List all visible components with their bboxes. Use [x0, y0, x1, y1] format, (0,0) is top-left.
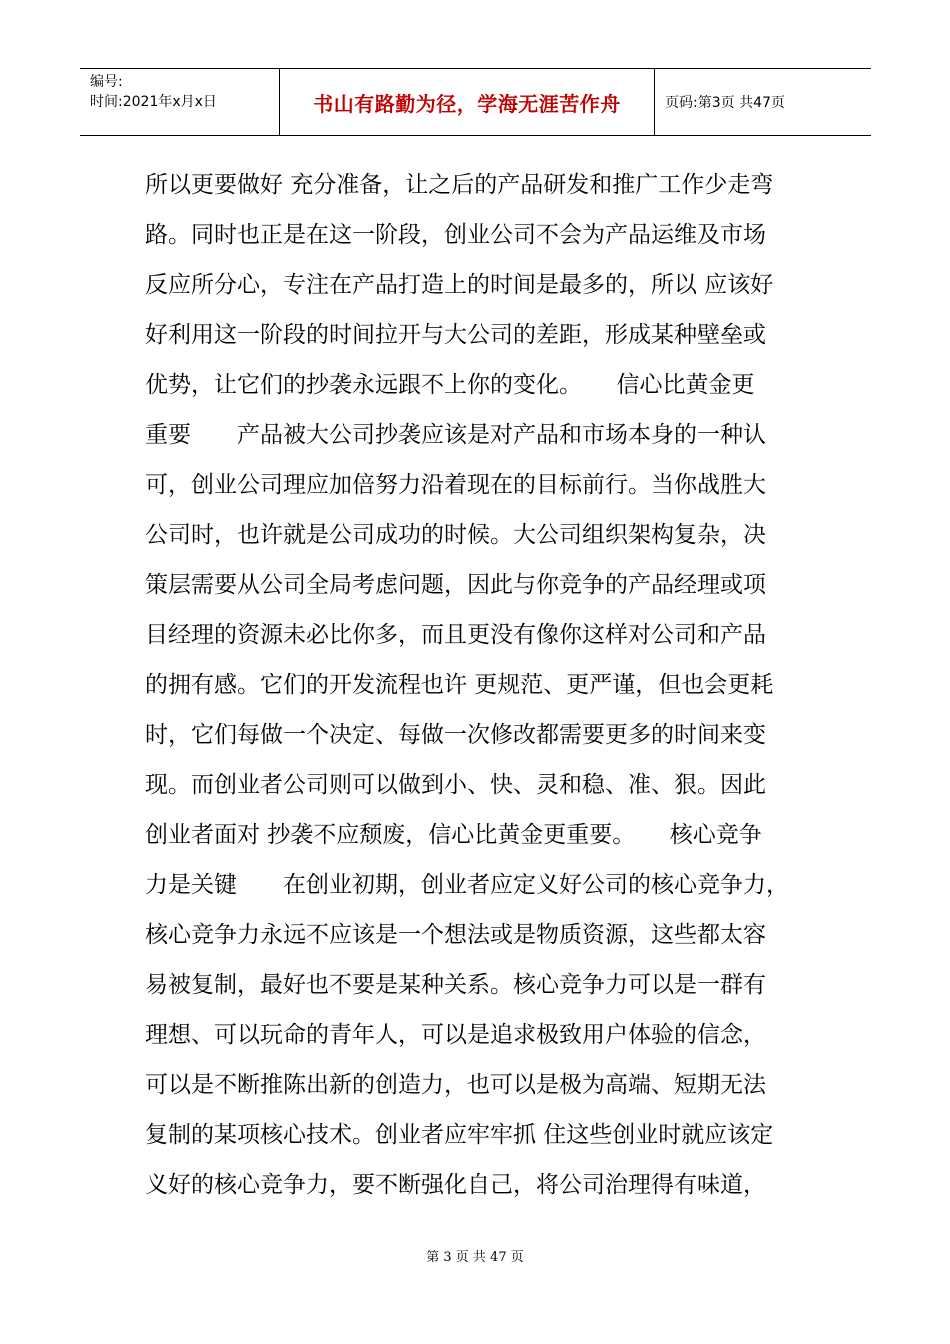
body-text [145, 160, 810, 1210]
header-page-cell [655, 69, 871, 135]
motto-text: 书山有路勤为径，学海无涯苦作舟 [313, 91, 621, 116]
text-line: 公司时，也许就是公司成功的时候。大公司组织架构复杂，决 [145, 522, 766, 548]
text-line: 理想、可以玩命的青年人，可以是追求极致用户体验的信念， [145, 1022, 766, 1048]
text-line: 可，创业公司理应加倍努力沿着现在的目标前行。当你战胜大 [145, 472, 766, 498]
text-line: 策层需要从公司全局考虑问题，因此与你竞争的产品经理或项 [145, 572, 766, 598]
text-line: 目经理的资源未必比你多，而且更没有像你这样对公司和产品 [145, 622, 766, 648]
date-label: 时间:2021年x月x日 [90, 94, 217, 110]
text-line: 好利用这一阶段的时间拉开与大公司的差距，形成某种壁垒或 [145, 322, 766, 348]
text-line: 时，它们每做一个决定、每做一次修改都需要更多的时间来变 [145, 722, 766, 748]
text-line: 优势，让它们的抄袭永远跟不上你的变化。 信心比黄金更 [145, 372, 755, 398]
header-motto-cell [280, 69, 655, 135]
page-header [80, 68, 871, 136]
text-line: 重要 产品被大公司抄袭应该是对产品和市场本身的一种认 [145, 422, 766, 448]
footer-page-number: 第 3 页 共 47 页 [426, 1250, 524, 1265]
text-line: 义好的核心竞争力，要不断强化自己，将公司治理得有味道， [145, 1172, 766, 1198]
page-footer [0, 1246, 950, 1265]
text-line: 力是关键 在创业初期，创业者应定义好公司的核心竞争力， [145, 872, 789, 898]
text-line: 核心竞争力永远不应该是一个想法或是物质资源，这些都太容 [145, 922, 766, 948]
header-info-cell [80, 69, 280, 135]
text-line: 的拥有感。它们的开发流程也许 更规范、更严谨，但也会更耗 [145, 672, 774, 698]
text-line: 复制的某项核心技术。创业者应牢牢抓 住这些创业时就应该定 [145, 1122, 774, 1148]
text-line: 可以是不断推陈出新的创造力，也可以是极为高端、短期无法 [145, 1072, 766, 1098]
text-line: 反应所分心，专注在产品打造上的时间是最多的，所以 应该好 [145, 272, 774, 298]
text-line: 现。而创业者公司则可以做到小、快、灵和稳、准、狠。因此 [145, 772, 766, 798]
page-code-text: 页码:第3页 共47页 [665, 95, 785, 111]
text-line: 创业者面对 抄袭不应颓废，信心比黄金更重要。 核心竞争 [145, 822, 762, 848]
text-line: 路。同时也正是在这一阶段，创业公司不会为产品运维及市场 [145, 222, 766, 248]
text-line: 易被复制，最好也不要是某种关系。核心竞争力可以是一群有 [145, 972, 766, 998]
text-line: 所以更要做好 充分准备，让之后的产品研发和推广工作少走弯 [145, 172, 774, 198]
serial-number-label: 编号: [90, 74, 123, 90]
